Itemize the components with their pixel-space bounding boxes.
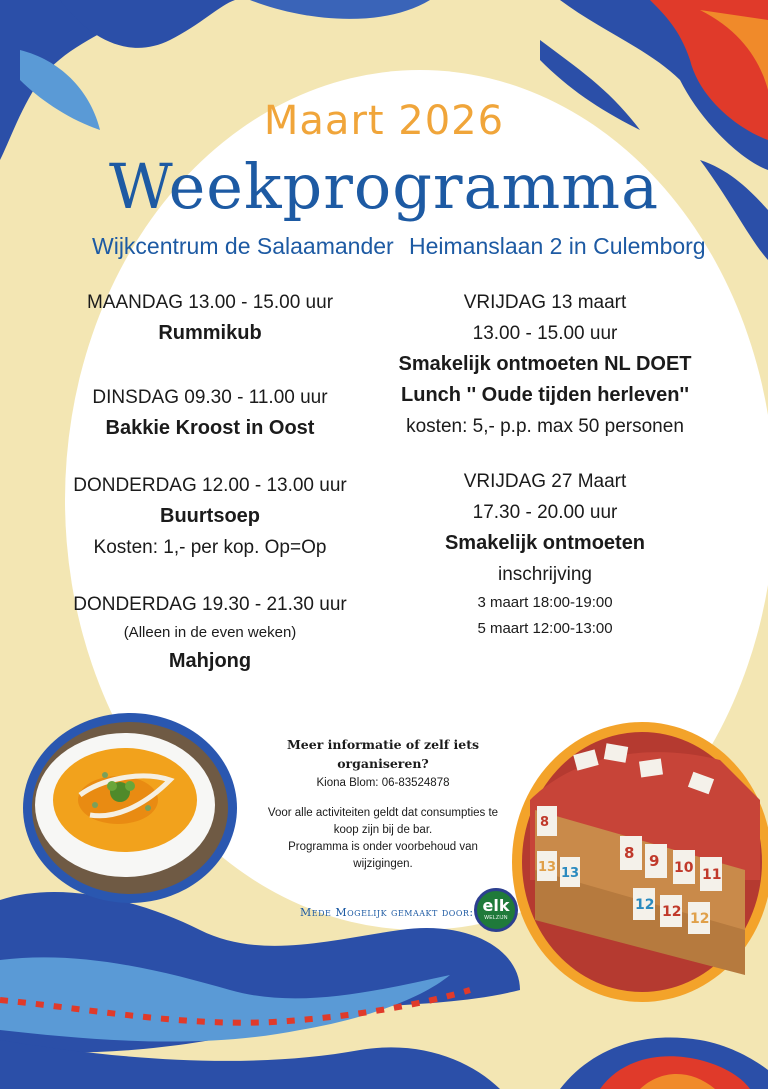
friday2-activity: Smakelijk ontmoeten — [444, 532, 646, 554]
svg-text:10: 10 — [674, 860, 694, 876]
friday1-cost: kosten: 5,- p.p. max 50 personen — [406, 416, 684, 437]
svg-text:13: 13 — [538, 860, 557, 875]
svg-text:8: 8 — [624, 844, 635, 862]
note-line-4: wijzigingen. — [353, 858, 413, 870]
svg-text:12: 12 — [690, 911, 710, 927]
friday1-activity1: Smakelijk ontmoeten NL DOET — [398, 353, 692, 375]
info-heading-1: Meer informatie of zelf iets — [286, 737, 480, 752]
tuesday-time: DINSDAG 09.30 - 11.00 uur — [92, 387, 328, 408]
thursday2-time: DONDERDAG 19.30 - 21.30 uur — [73, 594, 347, 615]
note-line-1: Voor alle activiteiten geldt dat consumpties te — [267, 807, 499, 819]
thursday1-time: DONDERDAG 12.00 - 13.00 uur — [73, 475, 347, 496]
svg-text:8: 8 — [540, 815, 550, 830]
friday2-signup: inschrijving — [498, 564, 592, 585]
svg-text:12: 12 — [662, 904, 682, 920]
venue-name: Wijkcentrum de Salaamander — [92, 233, 394, 259]
monday-time: MAANDAG 13.00 - 15.00 uur — [86, 292, 334, 313]
svg-text:12: 12 — [635, 897, 655, 913]
page-title: Weekprogramma — [108, 150, 660, 223]
month-heading: Maart 2026 — [263, 98, 505, 144]
thursday2-note: (Alleen in de even weken) — [123, 624, 297, 641]
elk-welzijn-logo — [474, 888, 518, 932]
logo-subtext: WELZIJN — [484, 915, 508, 921]
left-schedule-column — [70, 287, 350, 677]
rummikub-image — [512, 722, 768, 1002]
contact-line: Kiona Blom: 06-83524878 — [316, 777, 450, 789]
svg-text:9: 9 — [649, 852, 660, 870]
note-line-3: Programma is onder voorbehoud van — [288, 841, 478, 853]
friday2-signup2: 5 maart 12:00-13:00 — [477, 620, 613, 637]
svg-text:13: 13 — [561, 866, 580, 881]
friday1-time: 13.00 - 15.00 uur — [472, 323, 618, 344]
logo-text: elk — [482, 896, 510, 915]
soup-bowl-image — [23, 713, 237, 903]
info-heading-2: organiseren? — [337, 756, 429, 771]
thursday1-cost: Kosten: 1,- per kop. Op=Op — [93, 537, 327, 558]
svg-text:11: 11 — [702, 867, 722, 883]
right-schedule-column — [395, 287, 695, 642]
info-block — [258, 735, 508, 873]
thursday1-activity: Buurtsoep — [160, 505, 260, 527]
tuesday-activity: Bakkie Kroost in Oost — [105, 417, 315, 439]
venue-address: Heimanslaan 2 in Culemborg — [409, 233, 706, 259]
friday2-time: 17.30 - 20.00 uur — [472, 502, 618, 523]
thursday2-activity: Mahjong — [168, 650, 252, 672]
note-line-2: koop zijn bij de bar. — [333, 824, 433, 836]
credit-text: Mede Mogelijk gemaakt door: — [300, 906, 474, 919]
friday2-date: VRIJDAG 27 Maart — [463, 471, 627, 492]
friday2-signup1: 3 maart 18:00-19:00 — [477, 594, 613, 611]
monday-activity: Rummikub — [158, 322, 262, 344]
friday1-date: VRIJDAG 13 maart — [463, 292, 627, 313]
friday1-activity2: Lunch '' Oude tijden herleven'' — [401, 384, 689, 406]
